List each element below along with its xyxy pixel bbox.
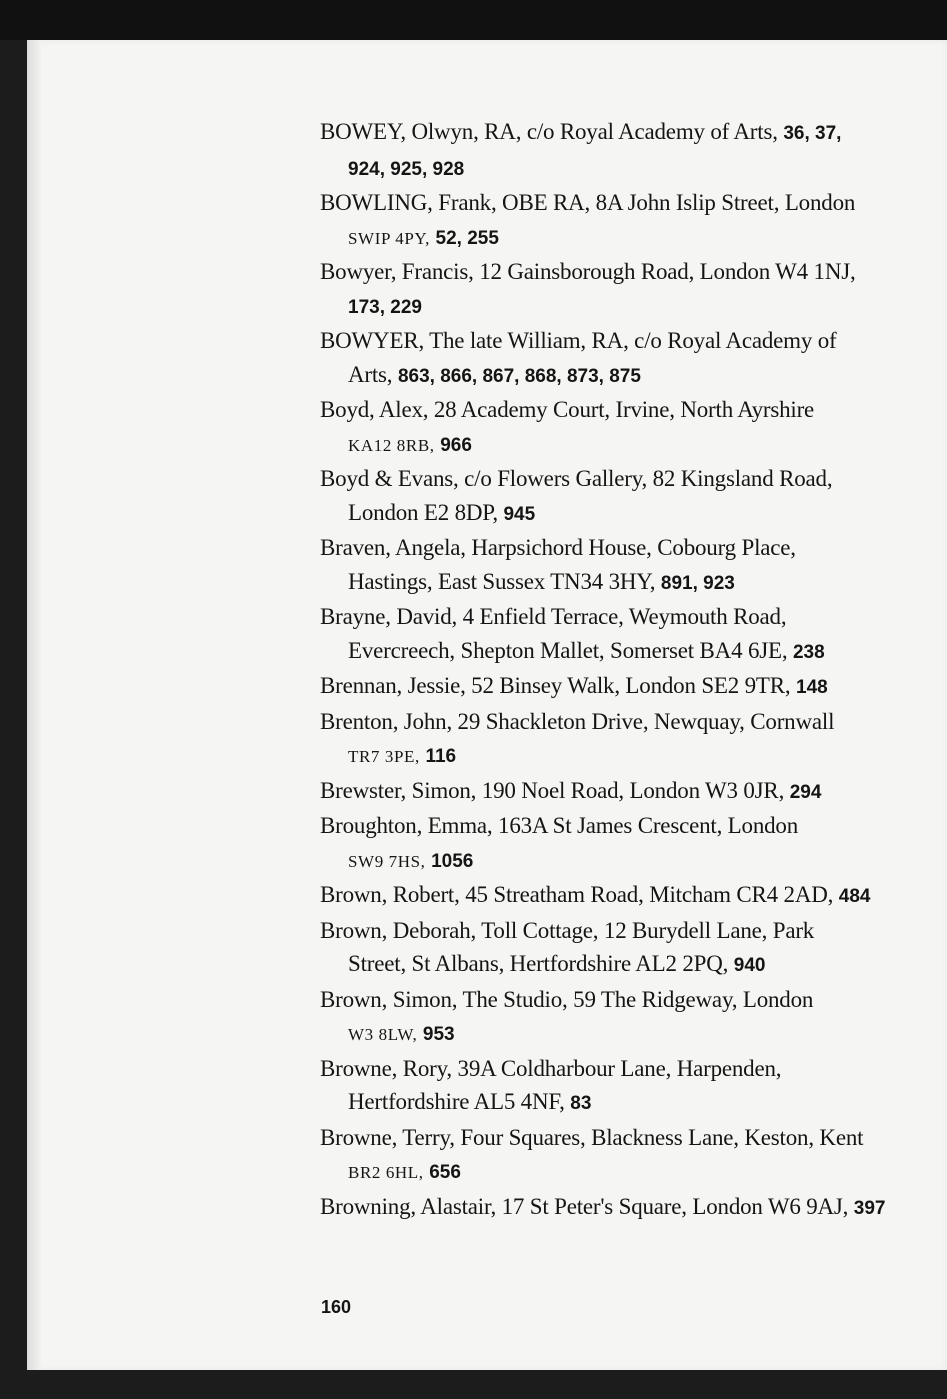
entry-text: Brenton, John, 29 Shackleton Drive, Newquay, Cornwall <box>320 708 835 734</box>
index-entry <box>320 531 920 600</box>
entry-text: BOWLING, Frank, OBE RA, 8A John Islip Street, London <box>320 190 856 215</box>
entry-pages: 891, 923 <box>660 572 735 594</box>
index-entry <box>320 255 920 324</box>
entry-text: Broughton, Emma, 163A St James Crescent, London <box>320 813 799 838</box>
entry-text: Brown, Robert, 45 Streatham Road, Mitcham CR4 2AD, <box>320 882 834 907</box>
entry-text: Bowyer, Francis, 12 Gainsborough Road, London W4 1NJ, <box>320 259 856 284</box>
entry-text: Evercreech, Shepton Mallet, Somerset BA4 6JE, <box>348 637 788 663</box>
entry-text: Brewster, Simon, 190 Noel Road, London W3 0JR, <box>320 777 785 803</box>
entry-pages: 36, 37, <box>783 123 842 144</box>
entry-text: W3 8LW, <box>348 1025 418 1044</box>
page-edge <box>27 40 41 1370</box>
index-entries <box>320 115 920 1225</box>
entry-text: SWIP 4PY, <box>348 228 430 248</box>
entry-text: SW9 7HS, <box>348 851 426 871</box>
entry-pages: 945 <box>503 503 536 525</box>
entry-pages: 83 <box>570 1093 592 1114</box>
index-entry <box>320 1190 920 1226</box>
entry-text: Brennan, Jessie, 52 Binsey Walk, London SE2 9TR, <box>320 673 791 698</box>
entry-pages: 294 <box>789 781 822 803</box>
entry-text: Street, St Albans, Hertfordshire AL2 2PQ, <box>348 951 729 976</box>
index-entry <box>320 600 920 669</box>
entry-text: TR7 3PE, <box>348 747 420 766</box>
entry-text: KA12 8RB, <box>348 435 435 455</box>
index-entry <box>320 774 920 810</box>
entry-pages: 656 <box>429 1162 461 1183</box>
entry-pages: 966 <box>440 434 472 456</box>
entry-pages: 863, 866, 867, 868, 873, 875 <box>397 365 641 387</box>
entry-pages: 116 <box>425 746 457 767</box>
entry-pages: 484 <box>838 886 871 907</box>
entry-text: Browne, Rory, 39A Coldharbour Lane, Harpenden, <box>320 1055 782 1081</box>
entry-text: Brown, Simon, The Studio, 59 The Ridgeway, London <box>320 986 814 1012</box>
entry-text: London E2 8DP, <box>348 499 498 525</box>
entry-text: Hastings, East Sussex TN34 3HY, <box>348 568 656 594</box>
index-entry <box>320 669 920 705</box>
page-number: 160 <box>321 1297 352 1317</box>
entry-text: Browning, Alastair, 17 St Peter's Square, London W6 9AJ, <box>320 1193 849 1219</box>
index-entry <box>320 115 920 186</box>
index-entry <box>320 983 920 1052</box>
entry-text: Boyd, Alex, 28 Academy Court, Irvine, North Ayrshire <box>320 397 815 422</box>
entry-pages: 173, 229 <box>348 296 422 318</box>
index-entry <box>320 878 920 914</box>
entry-pages: 924, 925, 928 <box>348 158 465 180</box>
index-entry <box>320 914 920 983</box>
entry-pages: 397 <box>853 1197 886 1219</box>
index-entry <box>320 324 920 393</box>
entry-text: Brayne, David, 4 Enfield Terrace, Weymouth Road, <box>320 604 787 629</box>
entry-text: BOWYER, The late William, RA, c/o Royal Academy of <box>320 328 837 353</box>
entry-text: BR2 6HL, <box>348 1163 424 1182</box>
index-entry <box>320 393 920 462</box>
entry-pages: 1056 <box>431 850 474 872</box>
entry-text: Boyd & Evans, c/o Flowers Gallery, 82 Kingsland Road, <box>320 466 833 491</box>
entry-text: Arts, <box>348 361 393 387</box>
index-entry <box>320 705 920 774</box>
entry-pages: 940 <box>733 955 766 976</box>
index-entry <box>320 1121 920 1190</box>
entry-pages: 238 <box>792 641 825 663</box>
entry-text: Browne, Terry, Four Squares, Blackness Lane, Keston, Kent <box>320 1124 864 1150</box>
entry-pages: 953 <box>422 1024 455 1045</box>
index-entry <box>320 809 920 878</box>
index-entry <box>320 186 920 255</box>
index-entry <box>320 462 920 531</box>
entry-text: BOWEY, Olwyn, RA, c/o Royal Academy of Arts, <box>320 119 778 144</box>
top-shadow-band <box>0 0 947 40</box>
entry-text: Brown, Deborah, Toll Cottage, 12 Burydell Lane, Park <box>320 917 815 943</box>
entry-text: Braven, Angela, Harpsichord House, Cobourg Place, <box>320 535 796 560</box>
entry-text: Hertfordshire AL5 4NF, <box>348 1089 565 1114</box>
entry-pages: 52, 255 <box>435 227 499 249</box>
index-entry <box>320 1052 920 1121</box>
entry-pages: 148 <box>796 677 828 698</box>
